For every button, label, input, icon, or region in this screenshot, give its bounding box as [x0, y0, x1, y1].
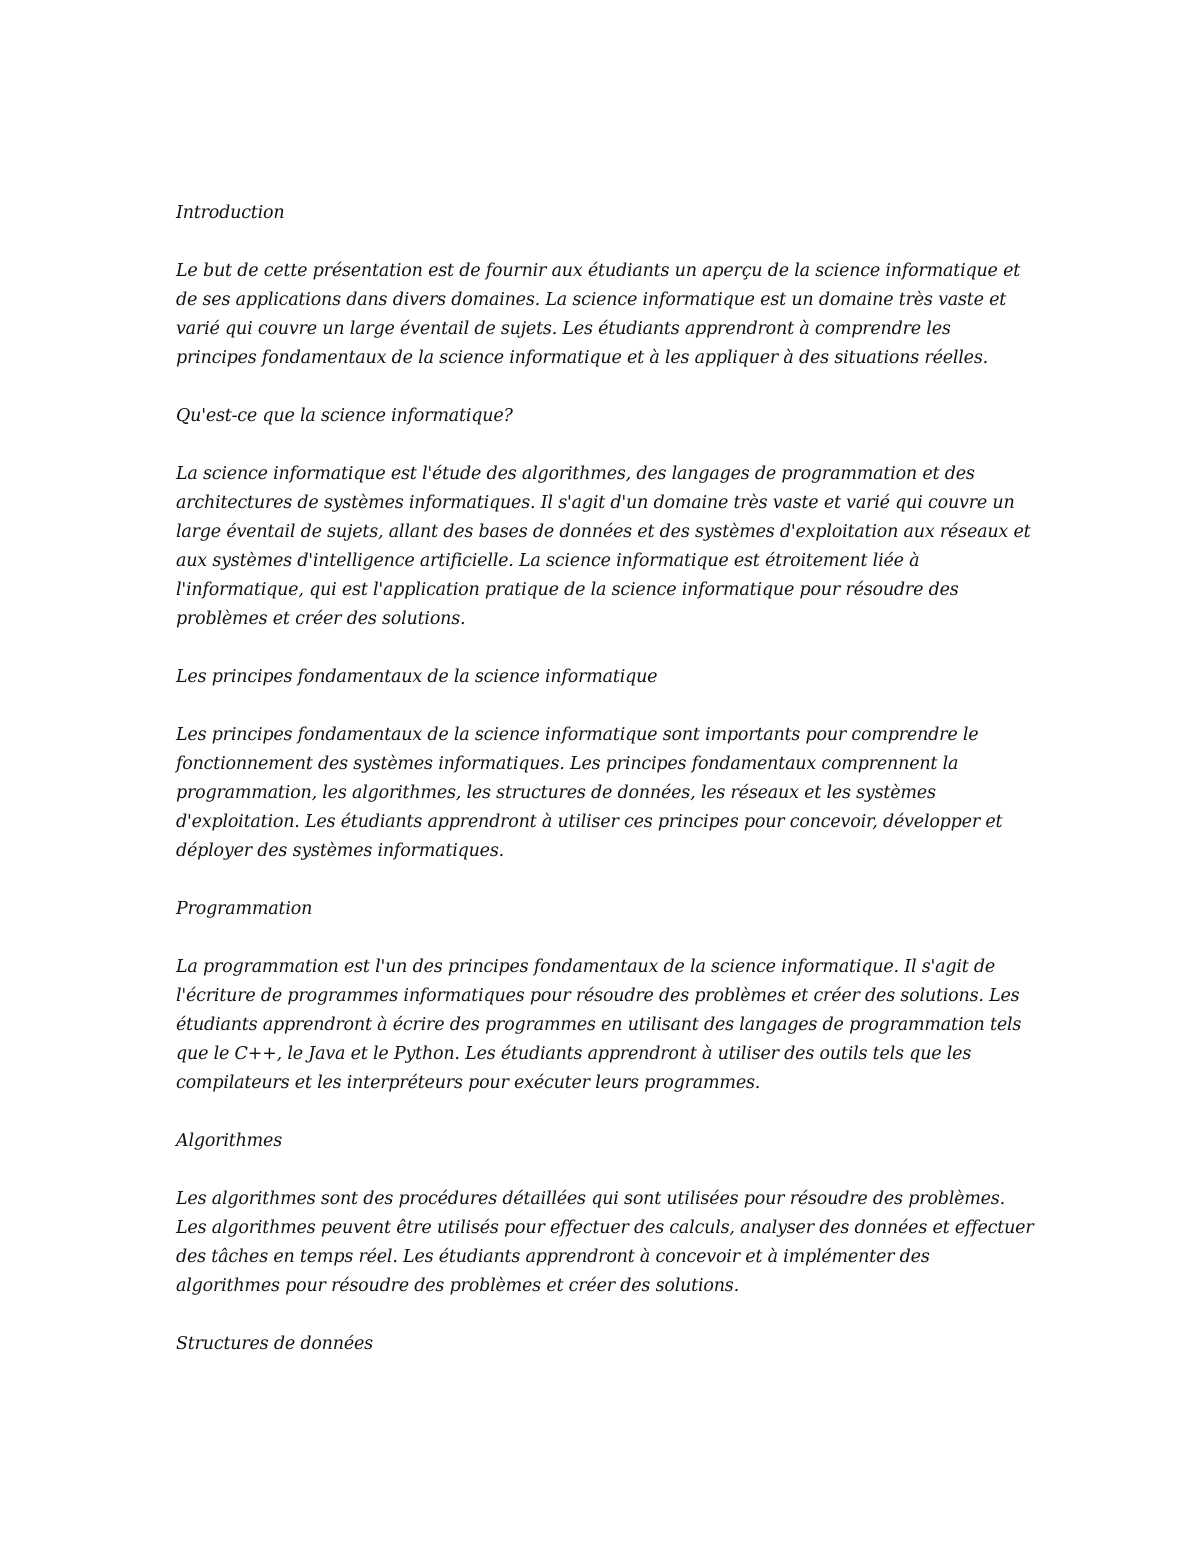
section-paragraph-what-is-cs: La science informatique est l'étude des algorithmes, des langages de programmation et des architectures de systèmes informatiques. Il s'agit d'un domaine très vaste et varié qui couvre un large éventail de sujets, allant des bases de données et des systèmes d'exploitation aux réseaux et aux systèmes d'intelligence artificielle. La science informatique est étroitement liée à l'informatique, qui est l'application pratique de la science informatique pour résoudre des problèmes et créer des solutions.: [176, 464, 1031, 629]
section-paragraph-algorithms: Les algorithmes sont des procédures détaillées qui sont utilisées pour résoudre des problèmes. Les algorithmes peuvent être utilisés pour effectuer des calculs, analyser des données et effectuer des tâches en temps réel. Les étudiants apprendront à concevoir et à implémenter des algorithmes pour résoudre des problèmes et créer des solutions.: [176, 1189, 1034, 1296]
section-heading-fundamentals: Les principes fondamentaux de la science informatique: [176, 667, 658, 687]
section-paragraph-programming: La programmation est l'un des principes fondamentaux de la science informatique. Il s'agit de l'écriture de programmes informatiques pour résoudre des problèmes et créer des solutions. Les étudiants apprendront à écrire des programmes en utilisant des langages de programmation tels que le C++, le Java et le Python. Les étudiants apprendront à utiliser des outils tels que les compilateurs et les interpréteurs pour exécuter leurs programmes.: [176, 957, 1022, 1093]
section-heading-programming: Programmation: [176, 899, 313, 919]
document-body: [176, 199, 1036, 1388]
section-paragraph-fundamentals: Les principes fondamentaux de la science informatique sont importants pour comprendre le fonctionnement des systèmes informatiques. Les principes fondamentaux comprennent la programmation, les algorithmes, les structures de données, les réseaux et les systèmes d'exploitation. Les étudiants apprendront à utiliser ces principes pour concevoir, développer et déployer des systèmes informatiques.: [176, 725, 1003, 861]
section-paragraph-introduction: Le but de cette présentation est de fournir aux étudiants un aperçu de la science informatique et de ses applications dans divers domaines. La science informatique est un domaine très vaste et varié qui couvre un large éventail de sujets. Les étudiants apprendront à comprendre les principes fondamentaux de la science informatique et à les appliquer à des situations réelles.: [176, 261, 1021, 368]
section-heading-data-structures: Structures de données: [176, 1334, 373, 1354]
section-heading-what-is-cs: Qu'est-ce que la science informatique?: [176, 406, 513, 426]
section-heading-introduction: Introduction: [176, 203, 285, 223]
section-heading-algorithms: Algorithmes: [176, 1131, 282, 1151]
